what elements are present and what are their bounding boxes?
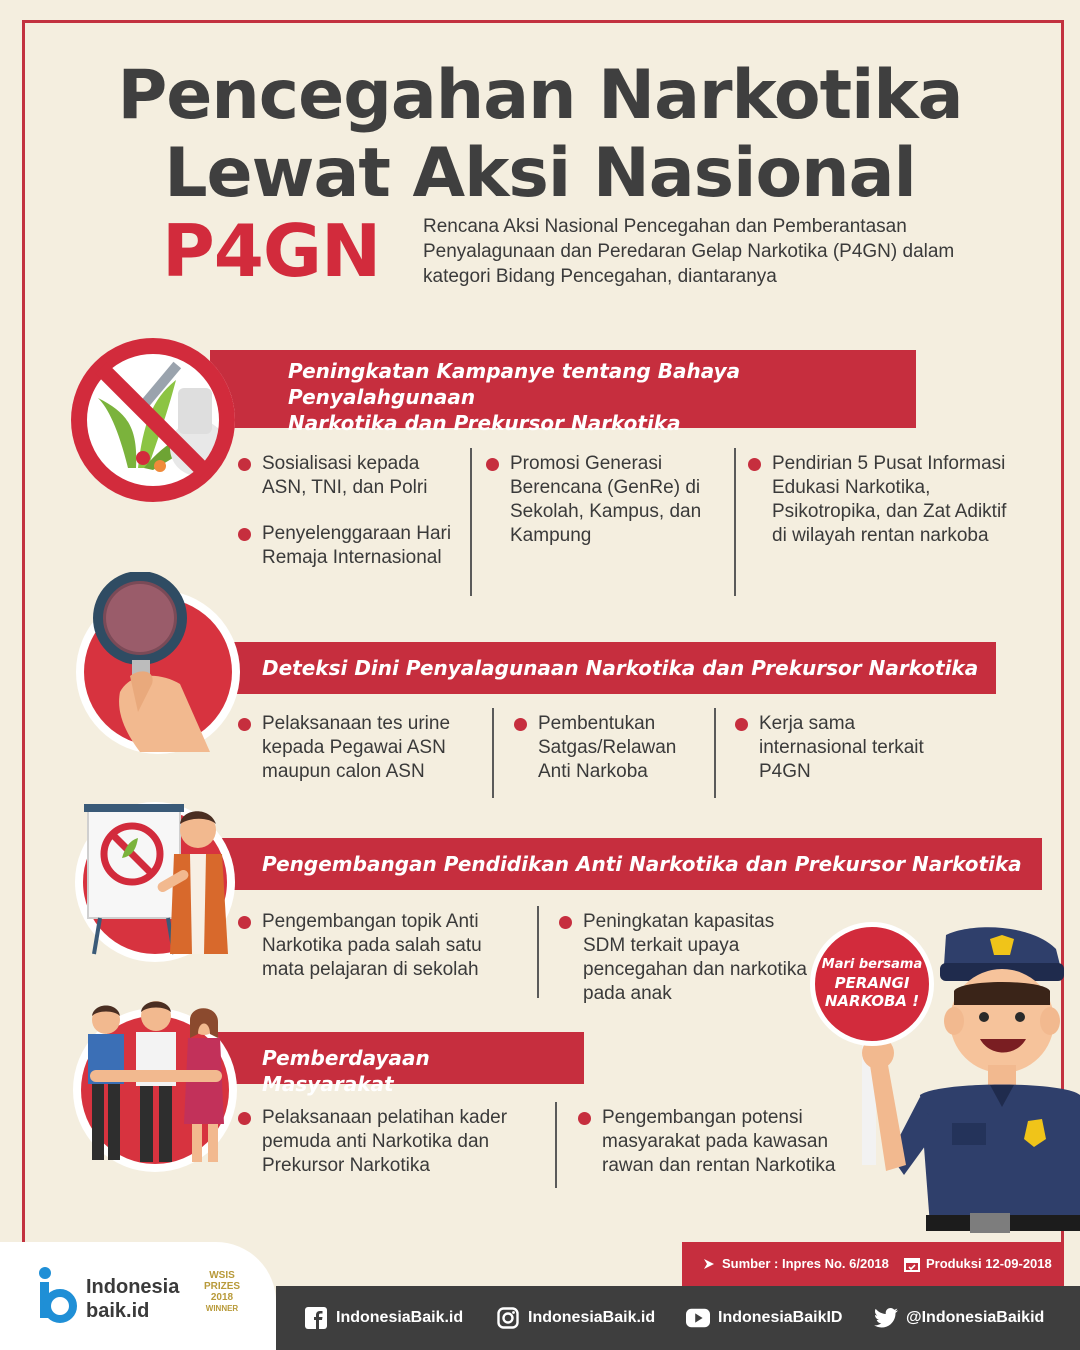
social-instagram[interactable]	[496, 1306, 655, 1330]
divider	[470, 448, 472, 596]
indonesiabaik-logo-icon	[38, 1266, 78, 1326]
divider	[492, 708, 494, 798]
section-2-item-2: Pembentukan Satgas/Relawan Anti Narkoba	[514, 712, 704, 784]
section-4-item-1: Pelaksanaan pelatihan kader pemuda anti Narkotika dan Prekursor Narkotika	[238, 1106, 538, 1178]
award-line3: 2018	[210, 1292, 234, 1303]
section-3-title: Pengembangan Pendidikan Anti Narkotika dan Prekursor Narkotika	[262, 852, 1022, 876]
sign-line1: Mari bersama	[821, 957, 923, 972]
section-4-title: Pemberdayaan Masyarakat	[262, 1046, 430, 1096]
social-youtube[interactable]	[686, 1306, 842, 1330]
instagram-icon	[496, 1306, 520, 1330]
source-icon	[702, 1257, 716, 1271]
section-4-item-2: Pengembangan potensi masyarakat pada kawasan rawan dan rentan Narkotika	[578, 1106, 868, 1178]
twitter-icon	[874, 1306, 898, 1330]
section-1-item-3: Promosi Generasi Berencana (GenRe) di Sekolah, Kampus, dan Kampung	[486, 452, 716, 548]
instagram-label: IndonesiaBaik.id	[528, 1309, 656, 1326]
page-title-line2: Lewat Aksi Nasional	[164, 134, 916, 213]
divider	[555, 1102, 557, 1188]
section-2-item-1: Pelaksanaan tes urine kepada Pegawai ASN maupun calon ASN	[238, 712, 478, 784]
teacher-icon	[60, 794, 250, 964]
award-line4: WINNER	[205, 1304, 239, 1313]
section-1-item-4: Pendirian 5 Pusat Informasi Edukasi Narkotika, Psikotropika, dan Zat Adiktif di wilayah rentan narkoba	[748, 452, 1008, 548]
p4gn-acronym: P4GN	[162, 209, 381, 293]
source-bar	[682, 1242, 1064, 1286]
calendar-icon	[904, 1256, 920, 1272]
twitter-label: @IndonesiaBaikid	[906, 1309, 1045, 1326]
section-1-item-2: Penyelenggaraan Hari Remaja Internasional	[238, 522, 458, 570]
page-title-line1: Pencegahan Narkotika	[117, 56, 963, 135]
section-1-title-line2: Narkotika dan Prekursor Narkotika	[288, 411, 681, 435]
intro-text: Rencana Aksi Nasional Pencegahan dan Pemberantasan Penyalagunaan dan Peredaran Gelap Narkotika (P4GN) dalam kategori Bidang Pencegahan, diantaranya	[423, 216, 955, 287]
perangi-narkoba-sign	[810, 922, 934, 1046]
section-2-ribbon	[200, 642, 996, 694]
facebook-label: IndonesiaBaik.id	[336, 1309, 464, 1326]
section-4-ribbon	[200, 1032, 584, 1096]
section-3-item-2: Peningkatan kapasitas SDM terkait upaya pencegahan dan narkotika pada anak	[559, 910, 809, 1006]
section-3-ribbon	[200, 838, 1042, 890]
section-3-item-1: Pengembangan topik Anti Narkotika pada salah satu mata pelajaran di sekolah	[238, 910, 528, 982]
section-2-title: Deteksi Dini Penyalagunaan Narkotika dan Prekursor Narkotika	[262, 656, 979, 680]
brand-panel	[0, 1242, 276, 1350]
sign-line2: PERANGI	[834, 974, 910, 992]
award-line1: WSIS	[209, 1270, 235, 1281]
source-text: Sumber : Inpres No. 6/2018	[722, 1256, 889, 1271]
magnifier-icon	[60, 572, 250, 762]
production-text: Produksi 12-09-2018	[926, 1256, 1052, 1271]
youtube-label: IndonesiaBaikID	[718, 1309, 843, 1326]
social-facebook[interactable]	[304, 1306, 463, 1330]
brand-line1: Indonesia	[86, 1276, 180, 1298]
no-drugs-icon	[58, 318, 248, 508]
divider	[714, 708, 716, 798]
youtube-icon	[686, 1306, 710, 1330]
wsis-award-badge	[194, 1264, 250, 1334]
section-1-ribbon	[210, 350, 916, 435]
award-line2: PRIZES	[203, 1281, 241, 1292]
sign-line3: NARKOBA !	[824, 992, 920, 1010]
divider	[734, 448, 736, 596]
divider	[537, 906, 539, 998]
section-1-title-line1: Peningkatan Kampanye tentang Bahaya Penyalahgunaan	[288, 359, 741, 409]
social-twitter[interactable]	[874, 1306, 1044, 1330]
section-1-item-1: Sosialisasi kepada ASN, TNI, dan Polri	[238, 452, 458, 500]
facebook-icon	[304, 1306, 328, 1330]
section-2-item-3: Kerja sama internasional terkait P4GN	[735, 712, 935, 784]
community-icon	[60, 994, 250, 1174]
brand-line2: baik.id	[86, 1300, 150, 1322]
